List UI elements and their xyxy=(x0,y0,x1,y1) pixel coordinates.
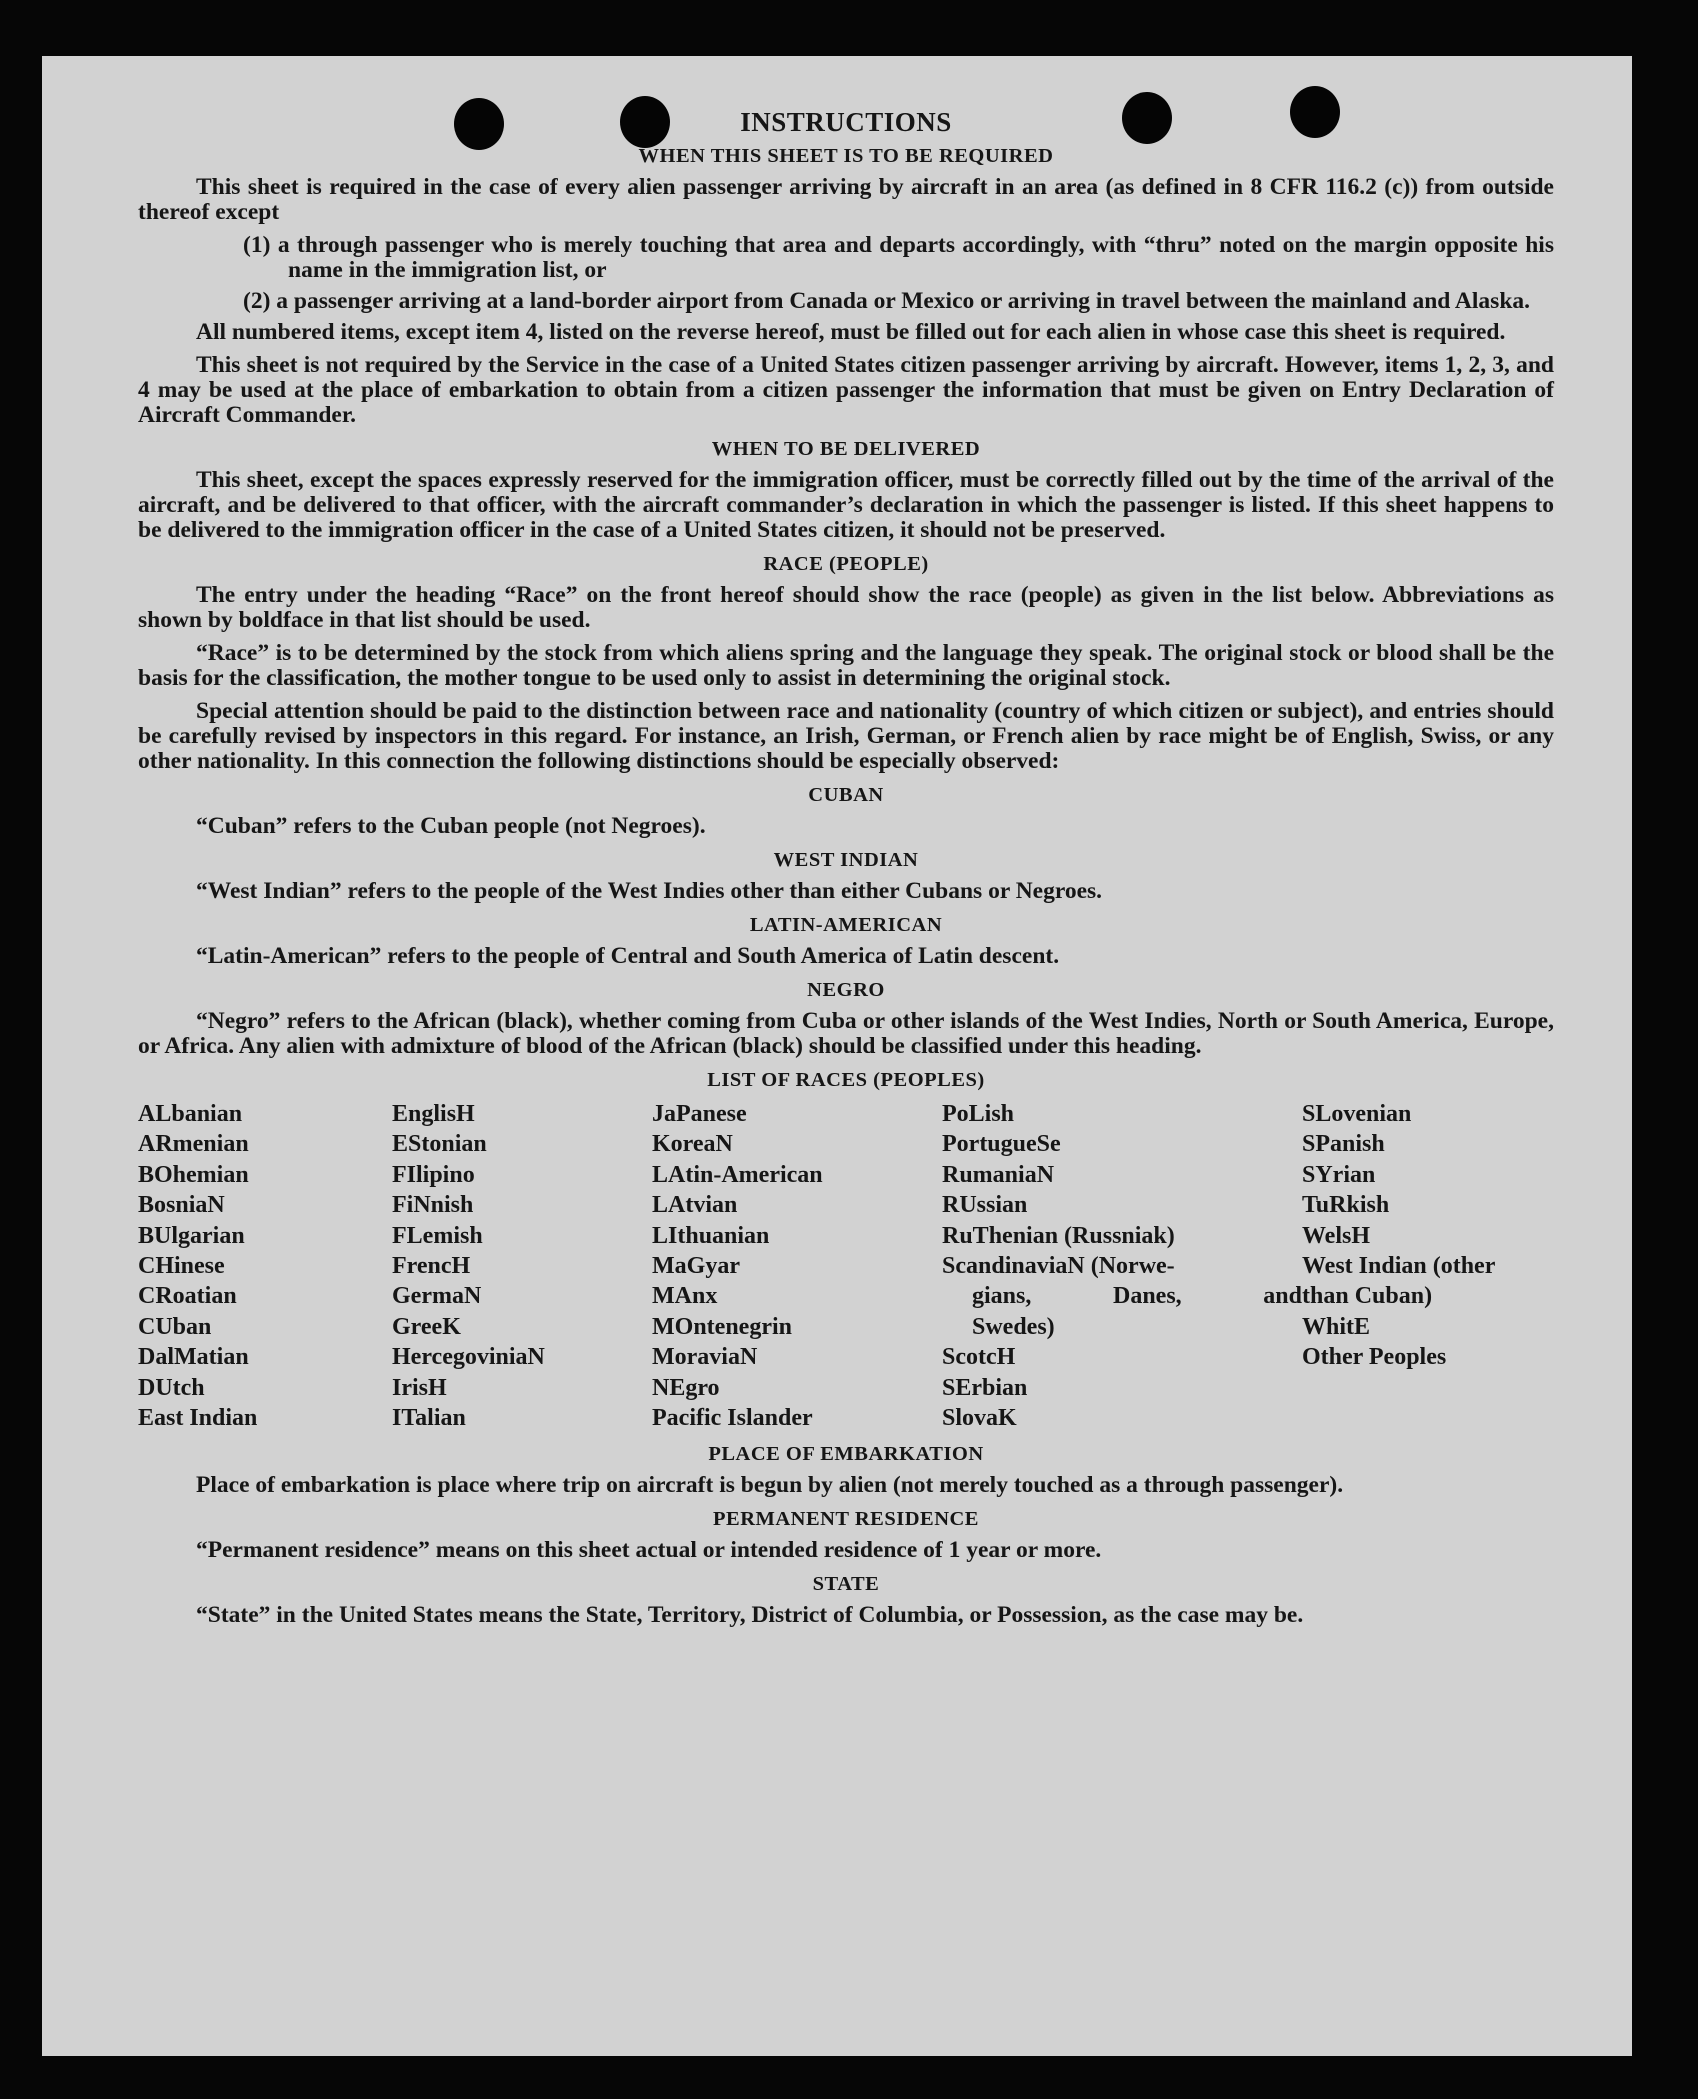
paragraph: “Cuban” refers to the Cuban people (not Negroes). xyxy=(196,813,706,839)
paragraph: “State” in the United States means the State, Territory, District of Columbia, or Possession, as the case may be. xyxy=(196,1602,1304,1629)
race-item: Pacific Islander xyxy=(652,1405,813,1432)
race-item: SPanish xyxy=(1302,1131,1385,1158)
race-item: SLovenian xyxy=(1302,1101,1412,1127)
race-item: ITalian xyxy=(392,1405,466,1432)
list-item: (1) a through passenger who is merely touching that area and departs accordingly, with “thru” noted on the margin opposite his name in the immigration list, or xyxy=(243,232,1554,283)
section-heading: WEST INDIAN xyxy=(773,849,919,871)
paragraph: Place of embarkation is place where trip on aircraft is begun by alien (not merely touched as a through passenger). xyxy=(196,1472,1344,1499)
paragraph: This sheet, except the spaces expressly reserved for the immigration officer, must be correctly filled out by the time of the arrival of the aircraft, and be delivered to that officer, with the aircraft commander’s declaration in which the passenger is listed. If this sheet happens to be delivered to the immigration officer in the case of a United States citizen, it should not be preserved. xyxy=(138,467,1554,543)
race-column-3 xyxy=(652,1099,942,1433)
race-item: SlovaK xyxy=(942,1405,1017,1432)
race-item: FiNnish xyxy=(392,1192,474,1219)
race-list xyxy=(138,1099,1554,1433)
race-column-1 xyxy=(138,1099,392,1433)
race-item: WhitE xyxy=(1302,1313,1371,1340)
race-item: DalMatian xyxy=(138,1344,249,1371)
race-item: SErbian xyxy=(942,1374,1028,1401)
race-item: EnglisH xyxy=(392,1101,475,1127)
race-item: TuRkish xyxy=(1302,1192,1390,1219)
paragraph: All numbered items, except item 4, listed on the reverse hereof, must be filled out for each alien in whose case this sheet is required. xyxy=(196,319,1506,345)
race-item: ARmenian xyxy=(138,1131,249,1158)
list-item: (2) a passenger arriving at a land-border airport from Canada or Mexico or arriving in travel between the mainland and Alaska. xyxy=(243,288,1531,314)
race-item: NEgro xyxy=(652,1374,720,1401)
instructions-body xyxy=(138,107,1554,1636)
page-title: INSTRUCTIONS xyxy=(740,107,952,137)
race-item: LAtvian xyxy=(652,1192,738,1219)
paragraph: Special attention should be paid to the distinction between race and nationality (country of which citizen or subject), and entries should be carefully revised by inspectors in this regard. For instance, an Irish, German, or French alien by race might be of English, Swiss, or any other nationality. In this connection the following distinctions should be especially observed: xyxy=(138,698,1554,774)
paragraph: This sheet is required in the case of every alien passenger arriving by aircraft in an area (as defined in 8 CFR 116.2 (c)) from outside thereof except xyxy=(138,174,1554,225)
race-item: JaPanese xyxy=(652,1101,747,1127)
race-item: ScandinaviaN (Norwe- xyxy=(942,1253,1175,1280)
race-item: MAnx xyxy=(652,1283,718,1310)
race-item: FLemish xyxy=(392,1222,483,1249)
race-item: EStonian xyxy=(392,1131,487,1158)
paragraph: “Latin-American” refers to the people of Central and South America of Latin descent. xyxy=(196,943,1060,969)
race-item: GermaN xyxy=(392,1283,482,1310)
paragraph: This sheet is not required by the Service in the case of a United States citizen passenger arriving by aircraft. However, items 1, 2, 3, and 4 may be used at the place of embarkation to obtain from a citizen passenger the information that must be given on Entry Declaration of Aircraft Commander. xyxy=(138,352,1554,428)
race-item: gians, Danes, and xyxy=(972,1283,1302,1310)
race-item: WelsH xyxy=(1302,1222,1371,1249)
section-heading: LATIN-AMERICAN xyxy=(749,914,943,936)
section-heading: LIST OF RACES (PEOPLES) xyxy=(707,1069,985,1091)
race-item: RumaniaN xyxy=(942,1161,1055,1188)
race-item: MOntenegrin xyxy=(652,1313,792,1340)
race-column-5 xyxy=(1302,1099,1554,1433)
paragraph: “Race” is to be determined by the stock from which aliens spring and the language they speak. The original stock or blood shall be the basis for the classification, the mother tongue to be used only to assist in determining the original stock. xyxy=(138,640,1554,691)
race-item: BOhemian xyxy=(138,1161,249,1188)
race-item: GreeK xyxy=(392,1313,461,1340)
paragraph: The entry under the heading “Race” on the front hereof should show the race (people) as given in the list below. Abbreviations as shown by boldface in that list should be used. xyxy=(138,582,1554,633)
race-item: FIlipino xyxy=(392,1161,475,1188)
race-item: DUtch xyxy=(138,1374,205,1401)
section-heading: CUBAN xyxy=(808,784,884,806)
race-item: RuThenian (Russniak) xyxy=(942,1222,1175,1249)
race-item: RUssian xyxy=(942,1192,1028,1219)
race-item: PortugueSe xyxy=(942,1131,1061,1158)
race-item: IrisH xyxy=(392,1374,447,1401)
race-item: West Indian (other xyxy=(1302,1253,1496,1280)
section-heading: NEGRO xyxy=(807,979,885,1001)
paragraph: “Permanent residence” means on this sheet actual or intended residence of 1 year or more. xyxy=(196,1537,1102,1564)
race-item: LAtin-American xyxy=(652,1161,823,1188)
race-item: than Cuban) xyxy=(1302,1283,1433,1310)
race-item: LIthuanian xyxy=(652,1222,770,1249)
section-heading: WHEN THIS SHEET IS TO BE REQUIRED xyxy=(638,145,1054,167)
race-item: ScotcH xyxy=(942,1344,1016,1371)
race-column-2 xyxy=(392,1099,652,1433)
section-heading: STATE xyxy=(812,1573,880,1596)
race-item: Other Peoples xyxy=(1302,1344,1447,1371)
paragraph: “Negro” refers to the African (black), whether coming from Cuba or other islands of the West Indies, North or South America, Europe, or Africa. Any alien with admixture of blood of the African (black) should be classified under this heading. xyxy=(138,1008,1554,1059)
section-heading: RACE (PEOPLE) xyxy=(763,553,929,575)
race-item: MaGyar xyxy=(652,1253,740,1280)
section-heading: WHEN TO BE DELIVERED xyxy=(711,438,981,460)
race-item: SYrian xyxy=(1302,1161,1376,1188)
race-item: East Indian xyxy=(138,1405,258,1432)
section-heading: PERMANENT RESIDENCE xyxy=(713,1508,979,1531)
section-heading: PLACE OF EMBARKATION xyxy=(708,1443,984,1466)
race-item: MoraviaN xyxy=(652,1344,758,1371)
race-item: KoreaN xyxy=(652,1131,733,1158)
race-item: FrencH xyxy=(392,1253,471,1280)
paragraph: “West Indian” refers to the people of the West Indies other than either Cubans or Negroes. xyxy=(196,878,1103,904)
race-item: ALbanian xyxy=(138,1101,243,1127)
race-item: CHinese xyxy=(138,1253,225,1280)
race-item: BosniaN xyxy=(138,1192,225,1219)
race-item: PoLish xyxy=(942,1101,1015,1127)
race-item: BUlgarian xyxy=(138,1222,245,1249)
document-page xyxy=(42,56,1632,2056)
race-item: CRoatian xyxy=(138,1283,237,1310)
race-item: HercegoviniaN xyxy=(392,1344,545,1371)
race-item: Swedes) xyxy=(972,1313,1055,1340)
race-column-4 xyxy=(942,1099,1302,1433)
race-item: CUban xyxy=(138,1313,212,1340)
